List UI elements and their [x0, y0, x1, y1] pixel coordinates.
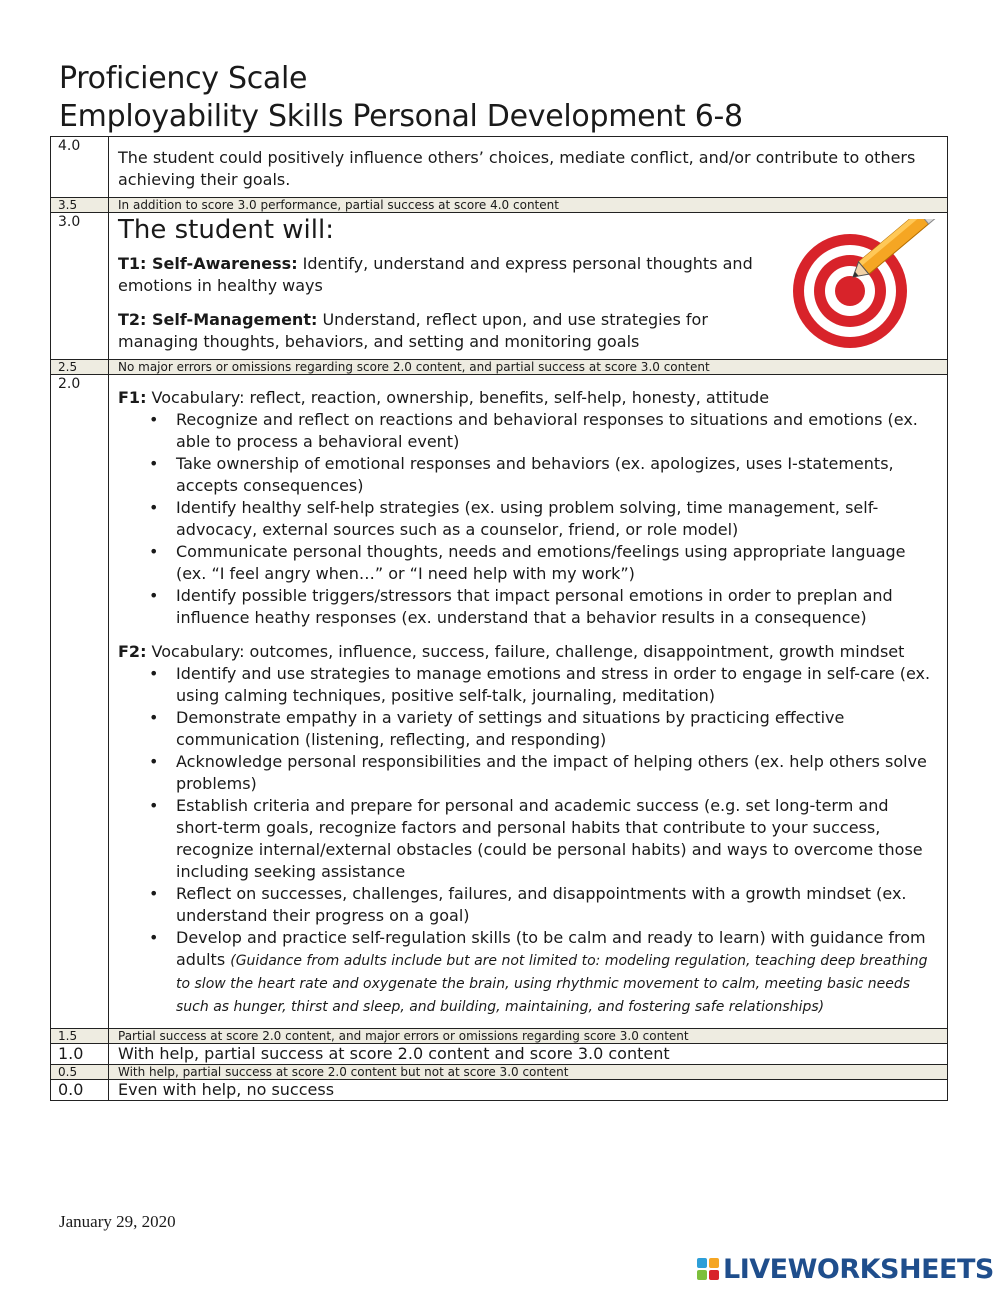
guidance-note: (Guidance from adults include but are not limited to: modeling regulation, teaching deep breathing to slow the heart rate and oxygenate the brain, using rhythmic movement to calm, meeting basic needs such as hunger, thirst and sleep, and building, maintaining, and fostering safe relationships): [176, 953, 928, 1015]
row-score-3-0: [51, 213, 948, 360]
topic-t2-text: Understand, reflect upon, and use strategies for managing thoughts, behaviors, and setting and monitoring goals: [118, 310, 708, 351]
student-will-heading: The student will:: [118, 215, 334, 245]
list-item: • Acknowledge personal responsibilities and the impact of helping others (ex. help others solve problems): [176, 751, 935, 795]
list-item: [176, 927, 935, 1018]
brand-name: LIVEWORKSHEETS: [723, 1253, 994, 1285]
row-text: With help, partial success at score 2.0 content and score 3.0 content: [109, 1044, 948, 1065]
f1-list: [118, 409, 935, 629]
f1-heading: [118, 387, 935, 409]
list-item: • Demonstrate empathy in a variety of settings and situations by practicing effective communication (listening, reflecting, and responding): [176, 707, 935, 751]
row-text: With help, partial success at score 2.0 content but not at score 3.0 content: [109, 1065, 948, 1080]
f1-vocabulary: Vocabulary: reflect, reaction, ownership, benefits, self-help, honesty, attitude: [146, 388, 770, 407]
proficiency-scale-table: [50, 136, 948, 1101]
topic-t2: [118, 309, 778, 353]
content-cell: [109, 375, 948, 1029]
score-cell: 0.5: [51, 1065, 109, 1080]
row-score-0-5: [51, 1065, 948, 1080]
document-title: [59, 60, 743, 136]
score-cell: 0.0: [51, 1080, 109, 1101]
title-line-2: Employability Skills Personal Development 6-8: [59, 99, 743, 134]
row-score-2-0: [51, 375, 948, 1029]
row-text: Even with help, no success: [109, 1080, 948, 1101]
row-text: The student could positively influence others’ choices, mediate conflict, and/or contribute to others achieving their goals.: [118, 148, 916, 189]
row-text: In addition to score 3.0 performance, partial success at score 4.0 content: [109, 198, 948, 213]
score-cell: 2.5: [51, 360, 109, 375]
list-item: • Recognize and reflect on reactions and behavioral responses to situations and emotions (ex. able to process a behavioral event): [176, 409, 935, 453]
score-cell: 4.0: [51, 137, 109, 198]
list-item: • Establish criteria and prepare for personal and academic success (e.g. set long-term and short-term goals, recognize factors and personal habits that contribute to your success, recognize internal/external obstacles (could be personal habits) and ways to overcome those including seeking assistance: [176, 795, 935, 883]
list-item: • Identify possible triggers/stressors that impact personal emotions in order to preplan and influence heathy responses (ex. understand that a behavior results in a consequence): [176, 585, 935, 629]
document-date: January 29, 2020: [59, 1212, 176, 1231]
f2-vocabulary: Vocabulary: outcomes, influence, success, failure, challenge, disappointment, growth mindset: [146, 642, 905, 661]
row-score-1-5: [51, 1029, 948, 1044]
content-cell: [109, 137, 948, 198]
score-cell: 3.0: [51, 213, 109, 360]
liveworksheets-logo-icon: [697, 1258, 719, 1280]
list-item: • Identify healthy self-help strategies (ex. using problem solving, time management, self-advocacy, external sources such as a counselor, friend, or role model): [176, 497, 935, 541]
row-score-4-0: [51, 137, 948, 198]
list-item-text: Develop and practice self-regulation skills (to be calm and ready to learn) with guidance from adults: [176, 928, 926, 969]
list-item: • Take ownership of emotional responses and behaviors (ex. apologizes, uses I-statements, accepts consequences): [176, 453, 935, 497]
topic-t1-text: Identify, understand and express personal thoughts and emotions in healthy ways: [118, 254, 753, 295]
f2-heading: [118, 641, 935, 663]
liveworksheets-brand[interactable]: [697, 1253, 994, 1285]
title-line-1: Proficiency Scale: [59, 61, 308, 96]
list-item: • Communicate personal thoughts, needs and emotions/feelings using appropriate language (ex. “I feel angry when…” or “I need help with my work”): [176, 541, 935, 585]
f1-label: F1:: [118, 388, 147, 407]
f2-label: F2:: [118, 642, 147, 661]
topic-t1: [118, 253, 778, 297]
score-cell: 1.0: [51, 1044, 109, 1065]
row-score-0-0: [51, 1080, 948, 1101]
score-cell: 1.5: [51, 1029, 109, 1044]
list-item: • Reflect on successes, challenges, failures, and disappointments with a growth mindset (ex. understand their progress on a goal): [176, 883, 935, 927]
list-item: • Identify and use strategies to manage emotions and stress in order to engage in self-care (ex. using calming techniques, positive self-talk, journaling, meditation): [176, 663, 935, 707]
row-score-2-5: [51, 360, 948, 375]
score-cell: 2.0: [51, 375, 109, 1029]
content-cell: [109, 213, 948, 360]
row-text: No major errors or omissions regarding score 2.0 content, and partial success at score 3.0 content: [109, 360, 948, 375]
target-with-pencil-icon: [793, 219, 939, 349]
f2-list: [118, 663, 935, 1018]
row-score-3-5: [51, 198, 948, 213]
row-score-1-0: [51, 1044, 948, 1065]
score-cell: 3.5: [51, 198, 109, 213]
topic-t1-label: T1: Self-Awareness:: [118, 254, 298, 273]
row-text: Partial success at score 2.0 content, and major errors or omissions regarding score 3.0 content: [109, 1029, 948, 1044]
topic-t2-label: T2: Self-Management:: [118, 310, 318, 329]
